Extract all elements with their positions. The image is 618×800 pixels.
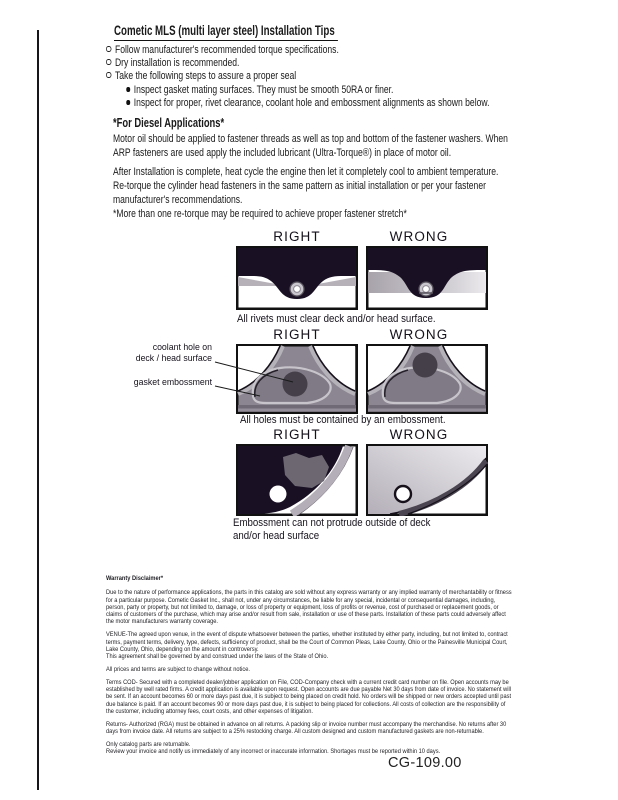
install-tips-list — [106, 44, 489, 110]
figure-headers — [236, 229, 488, 244]
figure-embossment-protrusion — [236, 427, 488, 516]
wrong-label: WRONG — [389, 427, 449, 442]
figure-caption: All holes must be contained by an embossment. — [240, 414, 446, 426]
tip-text: Inspect for proper, rivet clearance, coolant hole and embossment alignments as shown below. — [133, 96, 490, 109]
dot-bullet-icon — [126, 100, 130, 105]
fig1-right-diagram — [236, 246, 358, 310]
tip-text: Dry installation is recommended. — [114, 57, 240, 70]
prices-paragraph: All prices and terms are subject to change without notice. — [106, 665, 250, 673]
page-title: Cometic MLS (multi layer steel) Installation Tips — [114, 23, 338, 41]
tip-text: Take the following steps to assure a proper seal — [114, 70, 297, 83]
circle-bullet-icon — [106, 59, 111, 66]
diesel-section-heading: *For Diesel Applications* — [113, 116, 225, 130]
page-edge-line — [37, 30, 39, 790]
figure-headers — [236, 427, 488, 442]
warranty-disclaimer — [106, 575, 513, 761]
right-label: RIGHT — [273, 229, 321, 244]
dot-bullet-icon — [126, 87, 130, 92]
venue-paragraph: This agreement shall be governed by and construed under the laws of the State of Ohio. — [106, 653, 329, 661]
warranty-paragraph: Due to the nature of performance applications, the parts in this catalog are sold without any express warranty or any implied warranty of merchantability or fitness for a particular purpose. Cometic Gasket Inc., shall not, under any circumstances, be liable for any special, incidental or consequential damages, including, person, party or property, but not limited to, damage, or loss of property or equipment, loss of profits or revenue, cost of purchased or replacement goods, or claims of customers of the purchase, which may arise and/or result from sale, installation or use of these parts. Installation of these parts could adversely affect the motor manufacturers warranty coverage. — [106, 589, 512, 626]
page-code: CG-109.00 — [388, 755, 462, 771]
terms-paragraph: Terms COD- Secured with a completed dealer/jobber application on File, COD-Company check with a current credit card number on file. Open accounts may be established by well rated firms. A credit application is available upon request. Open accounts are due payable Net 30 days from date of invoice. No statement will be sent. If an account becomes 60 or more days past due, it is subject to being placed on credit hold. No orders will be shipped or new orders accepted until past due balance is paid. If an account becomes 90 or more days past due, it is subject to being placed for collections. All costs of collection are the responsibility of the customer, including attorney fees, court costs, and other expenses of litigation. — [106, 678, 512, 715]
diesel-note: *More than one re-torque may be required to achieve proper fastener stretch* — [113, 208, 407, 220]
fig3-right-diagram — [236, 444, 358, 516]
tip-text: Follow manufacturer's recommended torque specifications. — [114, 44, 339, 56]
figure-caption: All rivets must clear deck and/or head surface. — [237, 313, 436, 325]
list-item — [106, 57, 489, 70]
right-label: RIGHT — [273, 427, 321, 442]
circle-bullet-icon — [106, 72, 111, 79]
diesel-paragraph-1: Motor oil should be applied to fastener threads as well as top and bottom of the fastener washers. When ARP fasteners are used apply the included lubricant (Ultra-Torque®) in place of motor oil. — [113, 133, 508, 159]
annotation-coolant-hole: coolant hole on deck / head surface — [135, 342, 212, 364]
fig3-wrong-diagram — [366, 444, 488, 516]
annotation-gasket-embossment: gasket embossment — [133, 377, 212, 388]
figure-headers — [236, 327, 488, 342]
right-label: RIGHT — [273, 327, 321, 342]
wrong-label: WRONG — [389, 229, 449, 244]
returns-paragraph: Returns- Authorized (RGA) must be obtained in advance on all returns. A packing slip or invoice number must accompany the merchandise. No returns after 30 days from invoice date. All returns are subject to a 25% restocking charge. All custom designed and custom manufactured gaskets are non-returnable. — [106, 720, 507, 736]
sub-list-item — [106, 97, 489, 110]
leader-lines — [205, 350, 300, 400]
wrong-label: WRONG — [389, 327, 449, 342]
invoice-paragraph: Review your invoice and notify us immediately of any incorrect or inaccurate information. Shortages must be reported within 10 days. — [106, 748, 441, 756]
figure-caption: Embossment can not protrude outside of deck and/or head surface — [233, 517, 431, 542]
tip-text: Inspect gasket mating surfaces. They must be smooth 50RA or finer. — [133, 83, 394, 96]
fig1-wrong-diagram — [366, 246, 488, 310]
figure-rivet-clearance — [236, 229, 488, 310]
venue-paragraph: VENUE-The agreed upon venue, in the event of dispute whatsoever between the parties, whether instituted by either party, including, but not limited to, contract terms, payment terms, delivery, type, defects, sufficiency of product, shall be the Court of Common Pleas, Lake County, Ohio or the Painesville Municipal Court, Lake County, Ohio, depending on the amount in controversy. — [106, 631, 508, 653]
list-item — [106, 70, 489, 83]
diesel-paragraph-2: After Installation is complete, heat cycle the engine then let it completely cool to ambient temperature. Re-torque the cylinder head fasteners in the same pattern as initial installation or per your fastener manufacturer's recommendations. — [113, 166, 499, 206]
sub-list-item — [106, 84, 489, 97]
returnable-paragraph: Only catalog parts are returnable. — [106, 740, 191, 748]
list-item — [106, 44, 489, 57]
warranty-heading: Warranty Disclaimer* — [106, 575, 164, 582]
fig2-wrong-diagram — [366, 344, 488, 414]
circle-bullet-icon — [106, 46, 111, 53]
